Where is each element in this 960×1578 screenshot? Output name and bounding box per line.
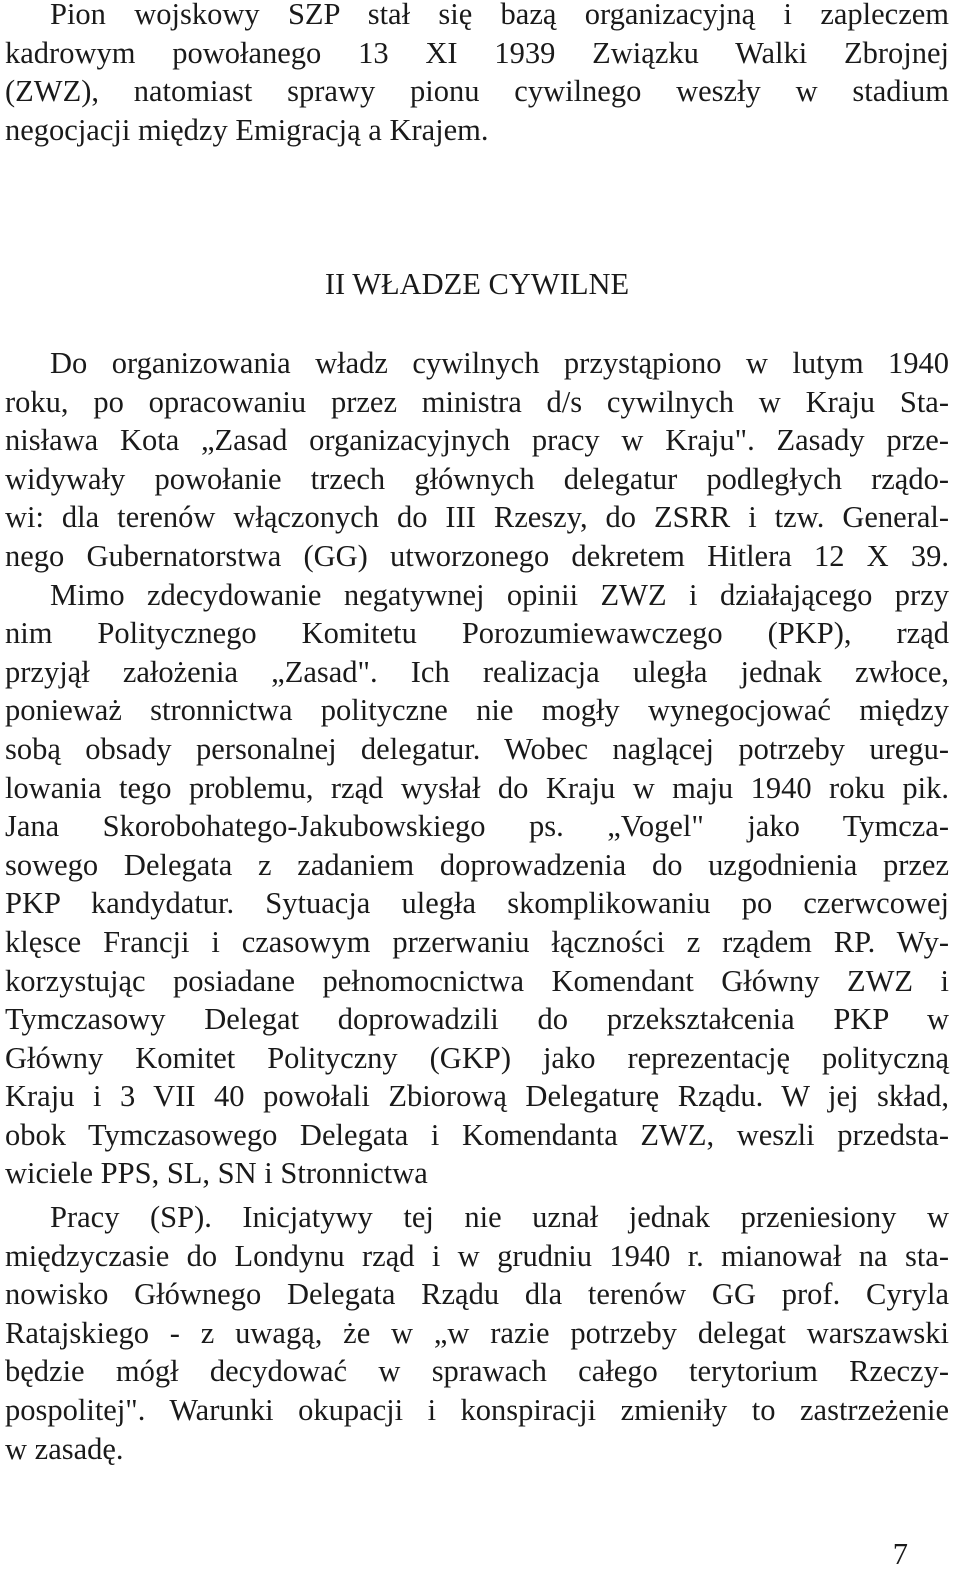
text-line: ponieważ stronnictwa polityczne nie mogły wynegocjować między: [5, 693, 949, 728]
text-line: roku, po opracowaniu przez ministra d/s cywilnych w Kraju Sta-: [5, 384, 949, 419]
text-line: Kraju i 3 VII 40 powołali Zbiorową Delegaturę Rządu. W jej skład,: [5, 1079, 949, 1114]
paragraph-civil-authorities: [5, 344, 949, 1193]
text-line: klęsce Francji i czasowym przerwaniu łączności z rządem RP. Wy-: [5, 924, 949, 959]
text-line: sowego Delegata z zadaniem doprowadzenia do uzgodnienia przez: [5, 847, 949, 882]
text-line: Jana Skorobohatego-Jakubowskiego ps. „Vogel" jako Tymcza-: [5, 809, 949, 844]
text-line: obok Tymczasowego Delegata i Komendanta ZWZ, weszli przedsta-: [5, 1117, 949, 1152]
text-line: lowania tego problemu, rząd wysłał do Kraju w maju 1940 roku pik.: [5, 770, 949, 805]
text-line: nego Gubernatorstwa (GG) utworzonego dekretem Hitlera 12 X 39.: [5, 538, 949, 573]
paragraph-delegate: [5, 1198, 949, 1468]
paragraph-intro: [5, 0, 949, 149]
text-line: nisława Kota „Zasad organizacyjnych pracy w Kraju". Zasady prze-: [5, 423, 949, 458]
text-line: międzyczasie do Londynu rząd i w grudniu 1940 r. mianował na sta-: [5, 1238, 949, 1273]
text-line: (ZWZ), natomiast sprawy pionu cywilnego weszły w stadium: [5, 74, 949, 109]
text-line: wi: dla terenów włączonych do III Rzeszy, do ZSRR i tzw. General-: [5, 500, 949, 535]
text-line: Do organizowania władz cywilnych przystąpiono w lutym 1940: [50, 346, 949, 380]
text-line: Tymczasowy Delegat doprowadzili do przekształcenia PKP w: [5, 1002, 949, 1037]
text-line: widywały powołanie trzech głównych delegatur podległych rządo-: [5, 461, 949, 496]
text-line: przyjął założenia „Zasad". Ich realizacja uległa jednak zwłoce,: [5, 654, 949, 689]
text-line: Mimo zdecydowanie negatywnej opinii ZWZ i działającego przy: [50, 577, 949, 612]
text-line: w zasadę.: [5, 1431, 124, 1466]
text-line: pospolitej". Warunki okupacji i konspiracji zmieniły to zastrzeżenie: [5, 1392, 949, 1427]
text-line: kadrowym powołanego 13 XI 1939 Związku Walki Zbrojnej: [5, 35, 949, 70]
text-line: wiciele PPS, SL, SN i Stronnictwa: [5, 1156, 428, 1191]
text-line: Główny Komitet Polityczny (GKP) jako reprezentację polityczną: [5, 1040, 949, 1075]
text-line: PKP kandydatur. Sytuacja uległa skomplikowaniu po czerwcowej: [5, 886, 949, 921]
text-line: będzie mógł decydować w sprawach całego terytorium Rzeczy-: [5, 1354, 949, 1389]
text-line: Pracy (SP). Inicjatywy tej nie uznał jednak przeniesiony w: [50, 1200, 949, 1234]
text-line: nim Politycznego Komitetu Porozumiewawczego (PKP), rząd: [5, 616, 949, 651]
text-line: negocjacji między Emigracją a Krajem.: [5, 112, 489, 147]
text-line: nowisko Głównego Delegata Rządu dla terenów GG prof. Cyryla: [5, 1277, 949, 1312]
page-number: 7: [892, 1537, 908, 1571]
section-heading: II WŁADZE CYWILNE: [324, 267, 630, 301]
text-line: sobą obsady personalnej delegatur. Wobec naglącej potrzeby uregu-: [5, 731, 949, 766]
text-line: korzystując posiadane pełnomocnictwa Komendant Główny ZWZ i: [5, 963, 949, 998]
text-line: Ratajskiego - z uwagą, że w „w razie potrzeby delegat warszawski: [5, 1315, 949, 1350]
text-line: Pion wojskowy SZP stał się bazą organizacyjną i zapleczem: [50, 0, 949, 31]
